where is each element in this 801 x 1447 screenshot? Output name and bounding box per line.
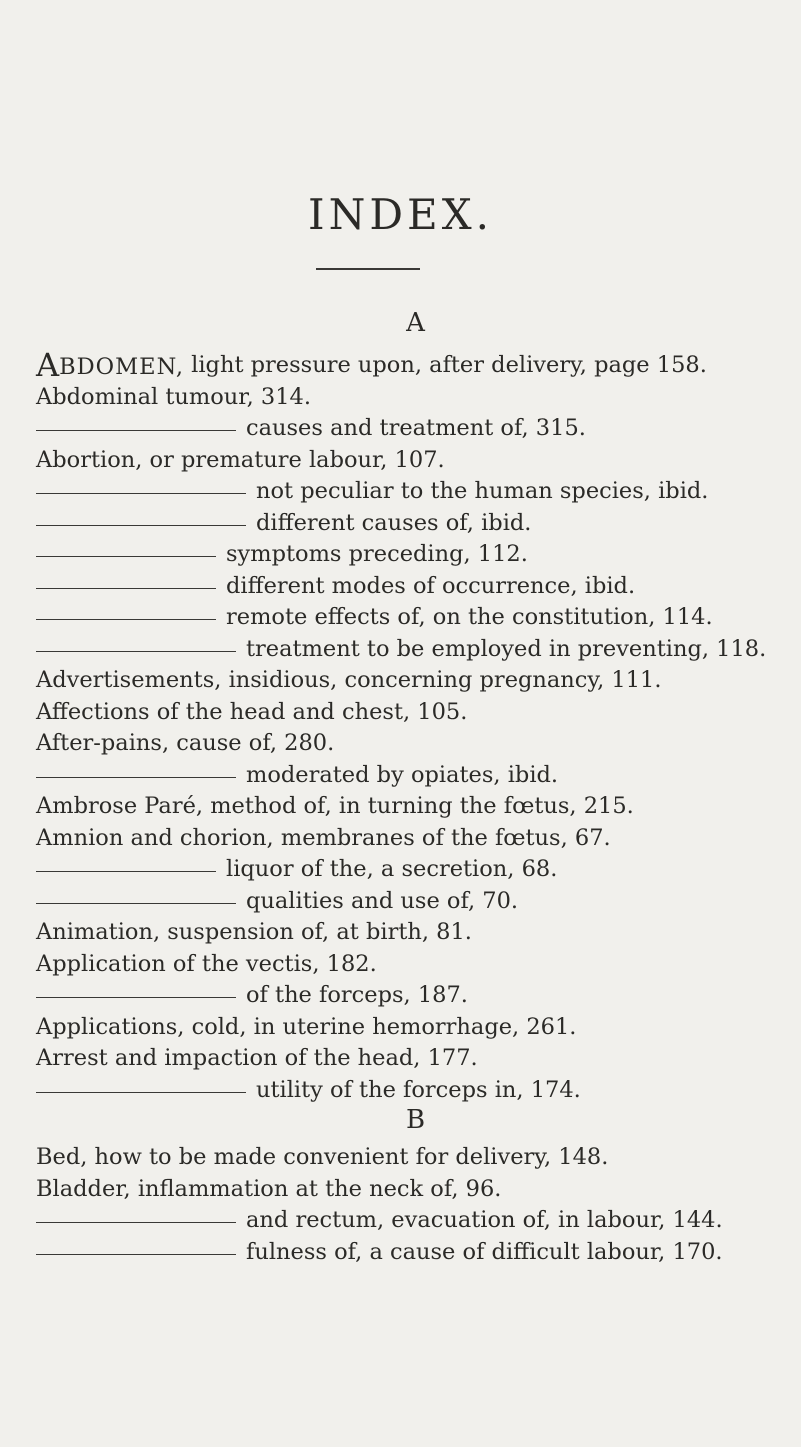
entry-text: moderated by opiates, ibid. [246,761,559,788]
entry-text: After-pains, cause of, 280. [36,730,335,756]
entry-text: Abortion, or premature labour, 107. [36,446,445,473]
index-entry [36,886,776,918]
section-a-entries [36,345,776,1106]
index-entry [36,697,776,729]
index-entry [36,823,776,855]
index-entry [36,413,776,445]
entry-text: Arrest and impaction of the head, 177. [36,1045,478,1071]
entry-text: not peculiar to the human species, ibid. [256,478,709,504]
index-entry [36,1142,776,1174]
entry-text: different causes of, ibid. [256,509,532,536]
continuation-dash [36,997,236,998]
index-entry [36,1174,776,1206]
index-entry [36,539,776,571]
continuation-dash [36,903,236,904]
index-entry [36,476,776,508]
entry-text: Abdominal tumour, 314. [36,383,311,410]
title-divider [316,268,420,270]
index-entry [36,571,776,603]
entry-text: and rectum, evacuation of, in labour, 144. [246,1207,723,1233]
index-entry [36,1012,776,1044]
entry-text: Application of the vectis, 182. [36,950,377,977]
index-entry [36,382,776,414]
continuation-dash [36,588,216,589]
entry-text: treatment to be employed in preventing, 118. [246,635,767,662]
continuation-dash [36,871,216,872]
index-entry [36,634,776,666]
entry-text: Ambrose Paré, method of, in turning the fœtus, 215. [36,793,634,819]
entry-text: symptoms preceding, 112. [226,541,528,567]
index-entry [36,791,776,823]
continuation-dash [36,1254,236,1255]
index-entry [36,980,776,1012]
index-entry [36,1205,776,1237]
entry-text: fulness of, a cause of difficult labour, 170. [246,1238,723,1265]
entry-text: Advertisements, insidious, concerning pregnancy, 111. [36,667,662,693]
entry-text: liquor of the, a secretion, 68. [226,856,558,882]
entry-text: Applications, cold, in uterine hemorrhage, 261. [36,1013,577,1040]
index-entry [36,1237,776,1269]
continuation-dash [36,651,236,652]
entry-text: Amnion and chorion, membranes of the fœtus, 67. [36,824,611,851]
entry-text: utility of the forceps in, 174. [256,1076,581,1103]
page-title: INDEX. [308,190,493,239]
section-letter-a: A [406,308,425,338]
section-b-entries [36,1142,776,1268]
entry-headword [36,345,184,384]
entry-text: remote effects of, on the constitution, 114. [226,604,713,630]
continuation-dash [36,493,246,494]
index-entry [36,760,776,792]
entry-text: different modes of occurrence, ibid. [226,572,636,599]
index-entry [36,854,776,886]
entry-text: qualities and use of, 70. [246,887,519,914]
continuation-dash [36,430,236,431]
headword-rest: BDOMEN, [59,353,184,380]
continuation-dash [36,1222,236,1223]
entry-text: Affections of the head and chest, 105. [36,698,468,725]
entry-text: causes and treatment of, 315. [246,415,586,441]
entry-text: of the forceps, 187. [246,982,468,1008]
index-entry [36,917,776,949]
headword-initial: A [36,345,60,384]
section-letter-b: B [405,1105,426,1135]
continuation-dash [36,525,246,526]
continuation-dash [36,556,216,557]
index-entry [36,1043,776,1075]
index-entry [36,949,776,981]
entry-text: light pressure upon, after delivery, page 158. [191,352,707,378]
index-entry [36,345,776,384]
entry-text: Bed, how to be made convenient for delivery, 148. [36,1144,609,1170]
continuation-dash [36,777,236,778]
index-entry [36,602,776,634]
index-entry [36,728,776,760]
continuation-dash [36,1092,246,1093]
index-entry [36,665,776,697]
entry-text: Bladder, inflammation at the neck of, 96. [36,1175,502,1202]
continuation-dash [36,619,216,620]
index-entry [36,1075,776,1107]
entry-text: Animation, suspension of, at birth, 81. [36,919,472,945]
index-entry [36,508,776,540]
index-entry [36,445,776,477]
